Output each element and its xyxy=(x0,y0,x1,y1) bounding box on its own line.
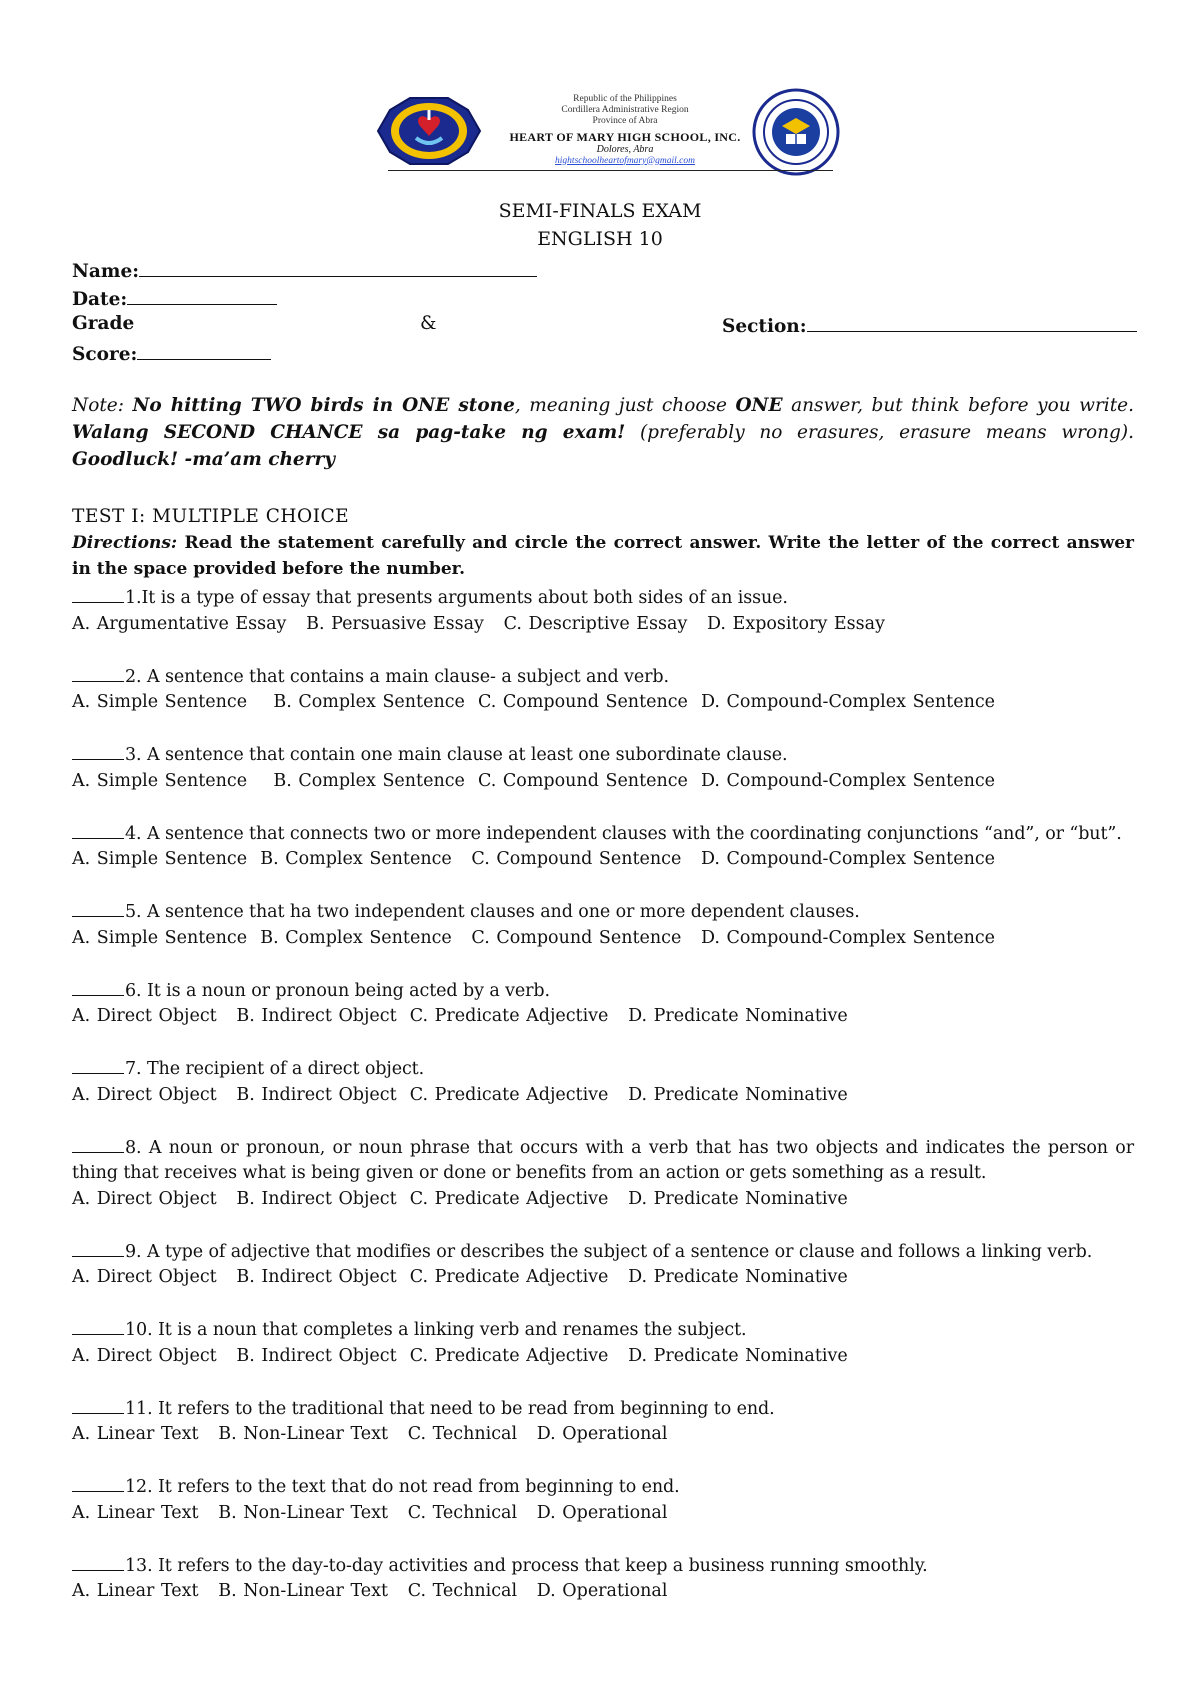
note-text-2: answer, but think before you write. xyxy=(782,395,1134,416)
question-item xyxy=(72,1395,1134,1448)
exam-title: SEMI-FINALS EXAM xyxy=(498,200,702,222)
answer-blank[interactable] xyxy=(72,1134,124,1153)
answer-blank[interactable] xyxy=(72,820,124,839)
answer-choices[interactable]: A. Direct Object B. Indirect Object C. Predicate Adjective D. Predicate Nominative xyxy=(72,1345,848,1366)
letterhead-email-link[interactable]: hightschoolheartofmary@gmail.com xyxy=(555,155,695,166)
name-label: Name: xyxy=(72,261,140,282)
question-item xyxy=(72,1316,1134,1369)
name-field[interactable] xyxy=(72,258,537,282)
answer-choices[interactable]: A. Linear Text B. Non-Linear Text C. Technical D. Operational xyxy=(72,1581,668,1601)
directions-text: Read the statement carefully and circle the correct answer. Write the letter of the correct answer in the space provided before the number. xyxy=(72,533,1134,579)
answer-choices[interactable]: A. Direct Object B. Indirect Object C. Predicate Adjective D. Predicate Nominative xyxy=(72,1188,848,1209)
answer-blank[interactable] xyxy=(72,1552,124,1571)
answer-blank[interactable] xyxy=(72,1473,124,1492)
question-text: 7. The recipient of a direct object. xyxy=(125,1059,425,1079)
question-stem xyxy=(72,1473,1134,1501)
answer-choices[interactable]: A. Simple Sentence B. Complex Sentence C. Compound Sentence D. Compound-Complex Sentence xyxy=(72,692,996,712)
letterhead-school-name: HEART OF MARY HIGH SCHOOL, INC. xyxy=(509,129,741,144)
question-stem xyxy=(72,1134,1134,1187)
question-text: 12. It refers to the text that do not read from beginning to end. xyxy=(125,1477,680,1497)
question-stem xyxy=(72,584,1134,612)
section-field[interactable] xyxy=(722,313,1137,337)
date-blank[interactable] xyxy=(127,286,277,305)
answer-blank[interactable] xyxy=(72,1238,124,1257)
letterhead-province: Province of Abra xyxy=(592,116,658,127)
grade-section-ampersand: & xyxy=(420,313,437,334)
question-text: 3. A sentence that contain one main clause at least one subordinate clause. xyxy=(125,745,788,765)
letterhead-town: Dolores, Abra xyxy=(596,143,654,155)
answer-blank[interactable] xyxy=(72,1055,124,1074)
question-text: 13. It refers to the day-to-day activities and process that keep a business running smoothly. xyxy=(125,1555,928,1576)
name-blank[interactable] xyxy=(139,258,537,277)
question-stem xyxy=(72,1316,1134,1344)
question-item xyxy=(72,1473,1134,1526)
question-text: 11. It refers to the traditional that need to be read from beginning to end. xyxy=(125,1398,775,1419)
answer-choices[interactable]: A. Linear Text B. Non-Linear Text C. Technical D. Operational xyxy=(72,1502,668,1523)
question-stem xyxy=(72,820,1134,848)
question-stem xyxy=(72,1395,1134,1423)
question-item xyxy=(72,898,1134,951)
note-text-1: , meaning just choose xyxy=(514,395,736,416)
question-text: 10. It is a noun that completes a linking verb and renames the subject. xyxy=(125,1320,747,1340)
test-directions xyxy=(72,530,1134,582)
answer-choices[interactable]: A. Linear Text B. Non-Linear Text C. Technical D. Operational xyxy=(72,1424,668,1444)
question-stem xyxy=(72,1055,1134,1083)
question-text: 8. A noun or pronoun, or noun phrase that occurs with a verb that has two objects and indicates the person or thing that receives what is being given or done or benefits from an action or gets something as a result. xyxy=(72,1137,1134,1183)
question-stem xyxy=(72,1552,1134,1580)
answer-choices[interactable]: A. Simple Sentence B. Complex Sentence C. Compound Sentence D. Compound-Complex Sentence xyxy=(72,927,996,948)
answer-blank[interactable] xyxy=(72,977,124,996)
school-seal-logo xyxy=(370,92,488,170)
answer-blank[interactable] xyxy=(72,1395,124,1414)
letterhead-divider xyxy=(388,170,833,171)
score-field[interactable] xyxy=(72,341,271,365)
answer-choices[interactable]: A. Simple Sentence B. Complex Sentence C. Compound Sentence D. Compound-Complex Sentence xyxy=(72,770,996,791)
date-field[interactable] xyxy=(72,286,277,310)
question-item xyxy=(72,663,1134,716)
section-blank[interactable] xyxy=(807,313,1137,332)
question-text: 6. It is a noun or pronoun being acted by a verb. xyxy=(125,980,550,1001)
note-signoff: Goodluck! -ma’am cherry xyxy=(72,449,335,470)
answer-blank[interactable] xyxy=(72,584,124,603)
question-stem xyxy=(72,741,1134,769)
note-emphasis-3: Walang SECOND CHANCE sa pag-take ng exam! xyxy=(72,422,626,443)
exam-subject: ENGLISH 10 xyxy=(537,228,663,250)
directions-label: Directions: xyxy=(72,533,178,553)
question-text: 9. A type of adjective that modifies or describes the subject of a sentence or clause and follows a linking verb. xyxy=(125,1241,1093,1262)
date-label: Date: xyxy=(72,289,128,310)
section-label: Section: xyxy=(722,316,807,337)
score-blank[interactable] xyxy=(137,341,271,360)
question-item xyxy=(72,1552,1134,1605)
answer-choices[interactable]: A. Direct Object B. Indirect Object C. Predicate Adjective D. Predicate Nominative xyxy=(72,1084,848,1105)
question-item xyxy=(72,1238,1134,1291)
note-emphasis-2: ONE xyxy=(735,395,783,416)
question-text: 5. A sentence that ha two independent clauses and one or more dependent clauses. xyxy=(125,902,860,922)
answer-blank[interactable] xyxy=(72,663,124,682)
question-item xyxy=(72,1055,1134,1108)
question-item xyxy=(72,1134,1134,1213)
question-stem xyxy=(72,898,1134,926)
question-item xyxy=(72,584,1134,637)
letterhead-country: Republic of the Philippines xyxy=(573,94,677,104)
question-text: 1.It is a type of essay that presents arguments about both sides of an issue. xyxy=(125,588,788,608)
answer-choices[interactable]: A. Direct Object B. Indirect Object C. Predicate Adjective D. Predicate Nominative xyxy=(72,1267,848,1287)
question-stem xyxy=(72,1238,1134,1266)
question-item xyxy=(72,741,1134,794)
question-stem xyxy=(72,663,1134,691)
question-text: 2. A sentence that contains a main clause- a subject and verb. xyxy=(125,666,669,687)
question-list xyxy=(72,584,1134,1630)
score-label: Score: xyxy=(72,344,138,365)
diocesan-seal-logo xyxy=(752,88,840,176)
answer-blank[interactable] xyxy=(72,1316,124,1335)
grade-label: Grade xyxy=(72,313,135,334)
answer-choices[interactable]: A. Simple Sentence B. Complex Sentence C. Compound Sentence D. Compound-Complex Sentence xyxy=(72,849,996,869)
answer-blank[interactable] xyxy=(72,741,124,760)
answer-blank[interactable] xyxy=(72,898,124,917)
question-stem xyxy=(72,977,1134,1005)
note-text-3: (preferably no erasures, erasure means wrong). xyxy=(625,422,1134,443)
test-title: TEST I: MULTIPLE CHOICE xyxy=(72,506,350,527)
answer-choices[interactable]: A. Direct Object B. Indirect Object C. Predicate Adjective D. Predicate Nominative xyxy=(72,1006,848,1026)
question-item xyxy=(72,977,1134,1030)
note-emphasis-1: No hitting TWO birds in ONE stone xyxy=(132,395,515,416)
question-item xyxy=(72,820,1134,873)
exam-note xyxy=(72,392,1134,473)
note-prefix: Note: xyxy=(72,395,133,416)
letterhead xyxy=(370,88,840,178)
letterhead-text xyxy=(480,94,770,167)
question-text: 4. A sentence that connects two or more independent clauses with the coordinating conjunctions “and”, or “but”. xyxy=(125,823,1122,844)
answer-choices[interactable]: A. Argumentative Essay B. Persuasive Essay C. Descriptive Essay D. Expository Essay xyxy=(72,613,885,634)
letterhead-region: Cordillera Administrative Region xyxy=(561,105,689,116)
